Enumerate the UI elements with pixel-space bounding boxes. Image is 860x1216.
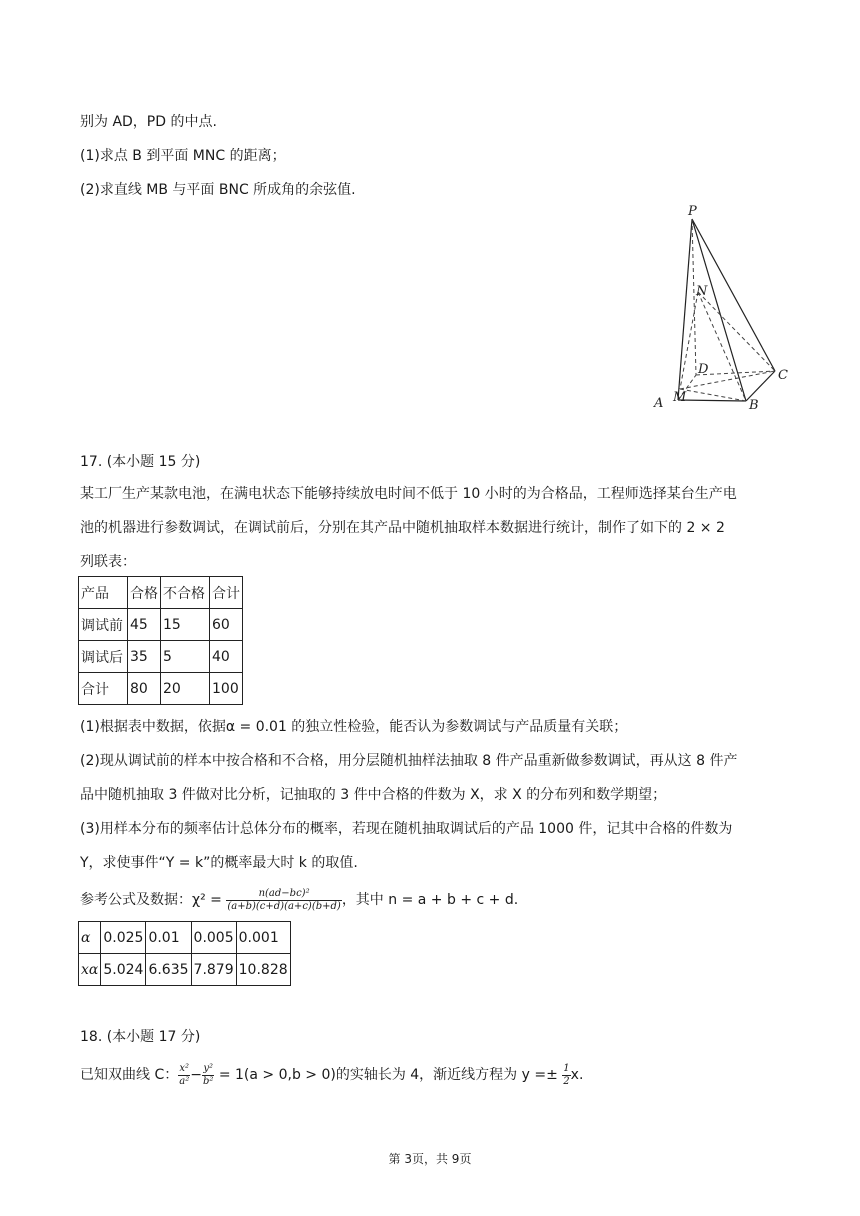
fraction-numerator: 1 xyxy=(563,1062,570,1074)
table-cell: 0.025 xyxy=(101,922,146,954)
fraction-numerator: y² xyxy=(203,1062,213,1074)
table-cell: 合计 xyxy=(79,673,128,705)
fraction-numerator: x² xyxy=(179,1062,190,1074)
label-p: P xyxy=(688,204,697,219)
formula-prefix: 参考公式及数据：χ² = xyxy=(80,892,227,908)
table-cell: 产品 xyxy=(79,577,128,609)
fraction-denominator: 2 xyxy=(563,1075,570,1087)
table-cell: xα xyxy=(79,954,101,986)
q17-part1: (1)根据表中数据，依据α = 0.01 的独立性检验，能否认为参数调试与产品质量有关联； xyxy=(80,719,628,735)
table-row xyxy=(79,609,243,641)
fraction-y2-b2 xyxy=(202,1063,214,1088)
fraction-denominator: (a+b)(c+d)(a+c)(b+d) xyxy=(227,900,341,912)
q17-part2-line1: (2)现从调试前的样本中按合格和不合格，用分层随机抽样法抽取 8 件产品重新做参数调试，再从这 8 件产 xyxy=(80,753,738,769)
q17-stem-1: 某工厂生产某款电池，在满电状态下能够持续放电时间不低于 10 小时的为合格品，工程师选择某台生产电 xyxy=(80,486,737,502)
table-cell: 0.01 xyxy=(146,922,191,954)
chi-square-fraction xyxy=(226,888,341,913)
page-footer: 第 3页，共 9页 xyxy=(388,1152,472,1166)
fraction-numerator: n(ad−bc)² xyxy=(226,888,341,901)
table-cell: 5 xyxy=(161,641,210,673)
table-cell: 调试前 xyxy=(79,609,128,641)
label-a: A xyxy=(654,396,664,411)
table-header-row xyxy=(79,577,243,609)
contingency-table xyxy=(78,576,243,705)
q18-header: 18. (本小题 17 分) xyxy=(80,1029,201,1045)
q17-header: 17. (本小题 15 分) xyxy=(80,454,201,470)
q16-part2: (2)求直线 MB 与平面 BNC 所成角的余弦值. xyxy=(80,182,356,198)
table-cell: 40 xyxy=(210,641,243,673)
fraction-one-half xyxy=(562,1063,570,1088)
table-cell: 80 xyxy=(128,673,161,705)
table-cell: 35 xyxy=(128,641,161,673)
table-cell: 5.024 xyxy=(101,954,146,986)
table-cell: 7.879 xyxy=(191,954,236,986)
q17-part2-line2: 品中随机抽取 3 件做对比分析，记抽取的 3 件中合格的件数为 X，求 X 的分布列和数学期望； xyxy=(80,787,667,803)
table-cell: 不合格 xyxy=(161,577,210,609)
table-cell: 20 xyxy=(161,673,210,705)
fraction-denominator: a² xyxy=(179,1075,190,1087)
label-n: N xyxy=(696,284,708,299)
minus-sign: − xyxy=(190,1067,202,1083)
table-cell: 0.005 xyxy=(191,922,236,954)
q17-stem-2: 池的机器进行参数调试，在调试前后，分别在其产品中随机抽取样本数据进行统计，制作了如下的 2 × 2 xyxy=(80,520,725,536)
table-cell: 0.001 xyxy=(236,922,290,954)
table-cell: 10.828 xyxy=(236,954,290,986)
pyramid-figure xyxy=(640,195,800,420)
table-cell: 60 xyxy=(210,609,243,641)
q16-intro-tail: 别为 AD，PD 的中点. xyxy=(80,114,217,130)
table-row xyxy=(79,922,291,954)
table-cell: 100 xyxy=(210,673,243,705)
table-cell: 合计 xyxy=(210,577,243,609)
q18-stem-mid: = 1(a > 0,b > 0)的实轴长为 4，渐近线方程为 y =± xyxy=(214,1067,563,1083)
label-c: C xyxy=(778,368,788,383)
q17-stem-3: 列联表： xyxy=(80,554,136,570)
q17-part3-line1: (3)用样本分布的频率估计总体分布的概率，若现在随机抽取调试后的产品 1000 件，记其中合格的件数为 xyxy=(80,821,733,837)
table-cell: 15 xyxy=(161,609,210,641)
table-row xyxy=(79,641,243,673)
table-row xyxy=(79,673,243,705)
label-d: D xyxy=(698,362,709,377)
table-row xyxy=(79,954,291,986)
fraction-denominator: b² xyxy=(202,1075,214,1087)
formula-suffix: ，其中 n = a + b + c + d. xyxy=(341,892,519,908)
q18-stem-suffix: x. xyxy=(570,1067,584,1083)
table-cell: 调试后 xyxy=(79,641,128,673)
label-b: B xyxy=(749,398,759,413)
table-cell: 合格 xyxy=(128,577,161,609)
table-cell: 45 xyxy=(128,609,161,641)
q18-stem xyxy=(80,1060,583,1090)
table-cell: 6.635 xyxy=(146,954,191,986)
table-cell: α xyxy=(79,922,101,954)
q18-stem-prefix: 已知双曲线 C： xyxy=(80,1067,179,1083)
fraction-x2-a2 xyxy=(178,1063,190,1088)
q16-part1: (1)求点 B 到平面 MNC 的距离； xyxy=(80,148,286,164)
q17-part3-line2: Y，求使事件“Y = k”的概率最大时 k 的取值. xyxy=(80,855,358,871)
reference-table xyxy=(78,921,291,986)
reference-formula xyxy=(80,885,518,915)
label-m: M xyxy=(673,390,687,405)
